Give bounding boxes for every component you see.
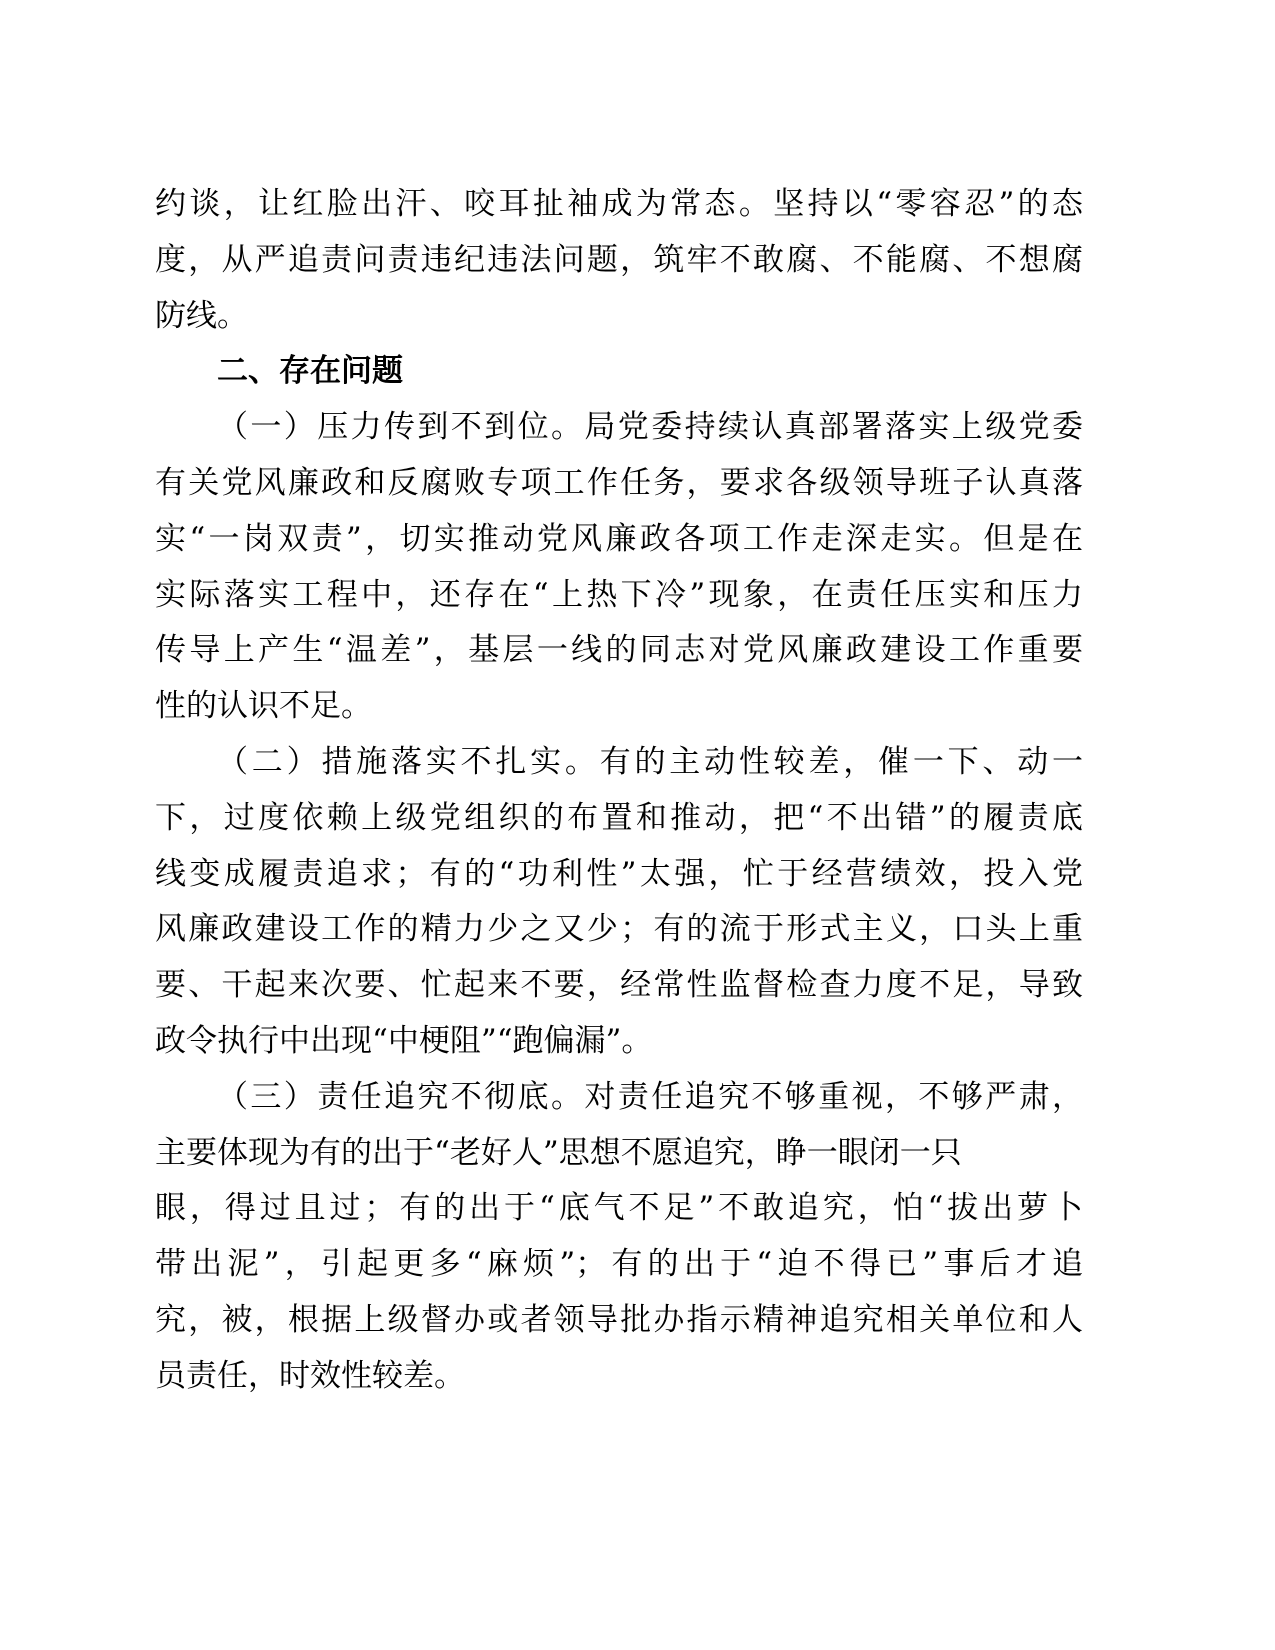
body-text-line: 防线。 — [155, 297, 248, 334]
paragraph-2-line: 要、干起来次要、忙起来不要，经常性监督检查力度不足，导致 — [155, 967, 1083, 1004]
paragraph-1-line: 性的认识不足。 — [155, 688, 372, 725]
document-body — [155, 177, 1083, 1405]
paragraph-1-line: 有关党风廉政和反腐败专项工作任务，要求各级领导班子认真落 — [155, 464, 1083, 501]
paragraph-3-line: 带出泥”，引起更多“麻烦”；有的出于“迫不得已”事后才追 — [155, 1246, 1083, 1283]
paragraph-3-line: （三）责任追究不彻底。对责任追究不够重视，不够严肃， — [217, 1078, 1083, 1115]
paragraph-2-line: （二）措施落实不扎实。有的主动性较差，催一下、动一 — [217, 743, 1083, 780]
paragraph-1-line: 实际落实工程中，还存在“上热下冷”现象，在责任压实和压力 — [155, 576, 1083, 613]
paragraph-2-line: 线变成履责追求；有的“功利性”太强，忙于经营绩效，投入党 — [155, 855, 1083, 892]
paragraph-2-line: 政令执行中出现“中梗阻”“跑偏漏”。 — [155, 1022, 653, 1059]
paragraph-3-line: 究，被，根据上级督办或者领导批办指示精神追究相关单位和人 — [155, 1301, 1083, 1338]
body-text-line: 约谈，让红脸出汗、咬耳扯袖成为常态。坚持以“零容忍”的态 — [155, 186, 1083, 222]
paragraph-3-line: 主要体现为有的出于“老好人”思想不愿追究，睁一眼闭一只 — [155, 1134, 962, 1171]
body-text-line: 度，从严追责问责违纪违法问题，筑牢不敢腐、不能腐、不想腐 — [155, 241, 1083, 278]
paragraph-1-line: （一）压力传到不到位。局党委持续认真部署落实上级党委 — [217, 409, 1083, 446]
paragraph-1-line: 实“一岗双责”，切实推动党风廉政各项工作走深走实。但是在 — [155, 520, 1083, 557]
paragraph-3-line: 眼，得过且过；有的出于“底气不足”不敢追究，怕“拔出萝卜 — [155, 1190, 1083, 1227]
paragraph-2-line: 下，过度依赖上级党组织的布置和推动，把“不出错”的履责底 — [155, 799, 1083, 836]
paragraph-3-line: 员责任，时效性较差。 — [155, 1357, 465, 1394]
section-heading: 二、存在问题 — [217, 353, 403, 390]
paragraph-1-line: 传导上产生“温差”，基层一线的同志对党风廉政建设工作重要 — [155, 632, 1083, 669]
paragraph-2-line: 风廉政建设工作的精力少之又少；有的流于形式主义，口头上重 — [155, 911, 1083, 948]
